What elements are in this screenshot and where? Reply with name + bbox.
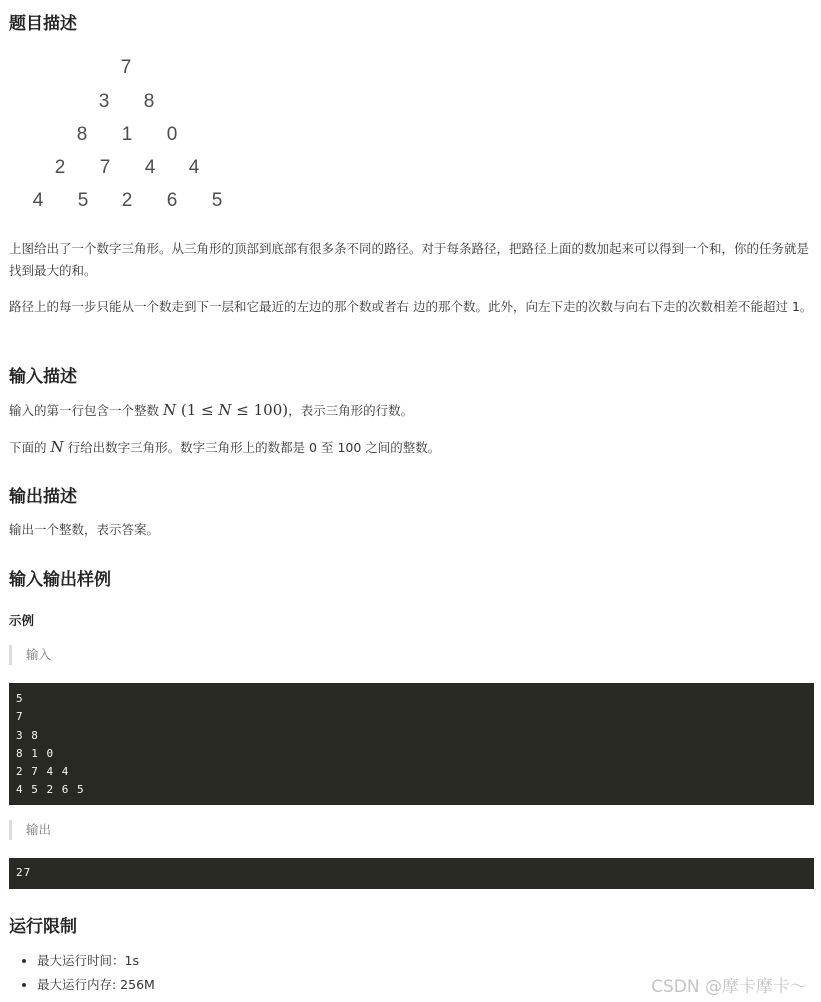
code-line: 7: [16, 710, 24, 724]
code-line: 8 1 0: [16, 746, 55, 760]
problem-paragraph-1: 上图给出了一个数字三角形。从三角形的顶部到底部有很多条不同的路径。对于每条路径，把路径上面的数加起来可以得到一个和，你的任务就是找到最大的和。: [9, 241, 810, 278]
code-line: 2 7 4 4: [16, 765, 70, 779]
triangle-number: 4: [188, 157, 200, 178]
output-description-text: 输出一个整数，表示答案。: [9, 522, 160, 537]
triangle-number: 4: [144, 157, 156, 178]
code-line: 3 8: [16, 728, 39, 742]
input-description-heading: 输入描述: [9, 367, 77, 387]
triangle-number: 8: [143, 91, 155, 112]
problem-paragraph-2: 路径上的每一步只能从一个数走到下一层和它最近的左边的那个数或者右 边的那个数。此外，向左下走的次数与向右下走的次数相差不能超过 1。: [9, 299, 813, 314]
triangle-number: 3: [98, 91, 110, 112]
triangle-number: 8: [76, 124, 88, 145]
csdn-watermark: CSDN @摩卡摩卡～: [651, 977, 807, 997]
code-line: 27: [16, 866, 32, 879]
triangle-number: 5: [211, 190, 223, 211]
limits-heading: 运行限制: [9, 917, 77, 937]
sample-output-code[interactable]: [9, 858, 814, 889]
problem-heading: 题目描述: [9, 14, 77, 34]
code-line: 5: [16, 692, 24, 705]
limit-item-memory: • 最大运行内存: 256M: [37, 974, 155, 998]
triangle-number: 0: [166, 124, 178, 145]
input-description-line-2: 下面的 N 行给出数字三角形。数字三角形上的数都是 0 至 100 之间的整数。: [9, 438, 441, 456]
sample-input-code[interactable]: [9, 683, 814, 805]
triangle-number: 5: [77, 190, 89, 211]
sample-subheading: 示例: [9, 613, 35, 628]
limit-item-time: • 最大运行时间：1s: [37, 950, 155, 974]
triangle-number: 2: [54, 157, 66, 178]
output-label: 输出: [9, 820, 51, 840]
triangle-number: 7: [120, 57, 132, 78]
limits-list: [9, 950, 155, 998]
code-line: 4 5 2 6 5: [16, 783, 85, 797]
triangle-number: 2: [121, 190, 133, 211]
triangle-number: 6: [166, 190, 178, 211]
input-label: 输入: [9, 645, 51, 665]
triangle-number: 4: [32, 190, 44, 211]
triangle-number: 7: [99, 157, 111, 178]
input-description-line-1: 输入的第一行包含一个整数 N (1 ≤ N ≤ 100)，表示三角形的行数。: [9, 401, 414, 419]
output-description-heading: 输出描述: [9, 487, 77, 507]
triangle-number: 1: [121, 124, 133, 145]
samples-heading: 输入输出样例: [9, 570, 111, 590]
